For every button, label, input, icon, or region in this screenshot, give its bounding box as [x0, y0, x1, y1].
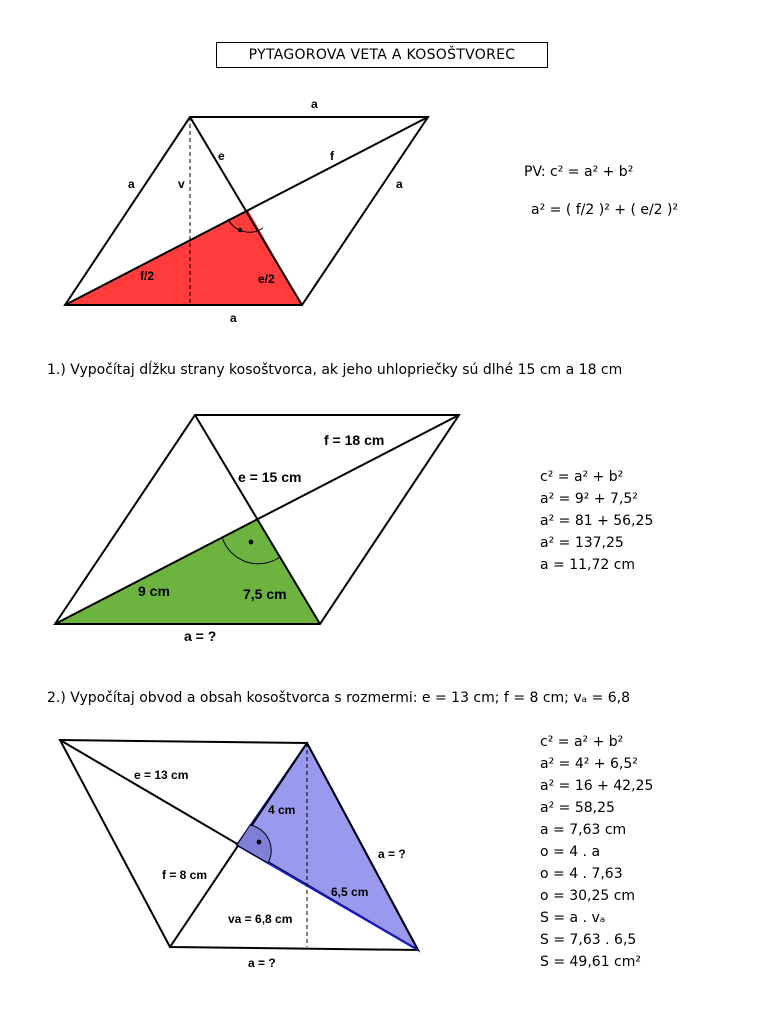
task1-label-leg1: 9 cm: [138, 583, 170, 599]
task1-label-e: e = 15 cm: [238, 469, 302, 485]
task1-label-f: f = 18 cm: [324, 432, 385, 448]
task1-label-a: a = ?: [184, 628, 217, 644]
task1-step: a² = 9² + 7,5²: [540, 491, 638, 507]
task2-label-leg2: 6,5 cm: [331, 885, 369, 899]
task2-right-angle-dot: [257, 840, 262, 845]
pv-formula: PV: c² = a² + b²: [524, 164, 634, 180]
task1-step: c² = a² + b²: [540, 469, 624, 485]
task2-label-f: f = 8 cm: [162, 868, 208, 882]
task2-step: o = 4 . 7,63: [540, 866, 623, 882]
intro-label-a-top: a: [311, 97, 318, 111]
task2-step: a = 7,63 cm: [540, 822, 627, 838]
task2-step: c² = a² + b²: [540, 734, 624, 750]
task1-step: a² = 81 + 56,25: [540, 513, 654, 529]
diagonal-formula: a² = ( f/2 )² + ( e/2 )²: [531, 202, 679, 218]
intro-label-v: v: [178, 177, 185, 191]
task2-label-va: va = 6,8 cm: [228, 912, 293, 926]
task2-label-a-right: a = ?: [378, 847, 406, 861]
task1-step: a² = 137,25: [540, 535, 624, 551]
task2-step: S = 49,61 cm²: [540, 954, 641, 970]
task2-step: a² = 4² + 6,5²: [540, 756, 638, 772]
intro-label-a-left: a: [128, 177, 135, 191]
task1-text: 1.) Vypočítaj dĺžku strany kosoštvorca, ak jeho uhlopriečky sú dlhé 15 cm a 18 cm: [47, 362, 623, 378]
task2-label-a-bottom: a = ?: [248, 956, 276, 970]
task2-steps: [540, 731, 653, 973]
task2-label-e: e = 13 cm: [134, 768, 189, 782]
task2-step: a² = 16 + 42,25: [540, 778, 654, 794]
task2-step: S = 7,63 . 6,5: [540, 932, 637, 948]
task2-step: o = 30,25 cm: [540, 888, 636, 904]
intro-label-f: f: [330, 149, 334, 163]
page-title: PYTAGOROVA VETA A KOSOŠTVOREC: [216, 42, 548, 68]
task2-step: S = a . vₐ: [540, 910, 606, 926]
intro-label-f-half: f/2: [140, 269, 155, 283]
intro-label-a-right: a: [396, 177, 403, 191]
task2-text: 2.) Vypočítaj obvod a obsah kosoštvorca s rozmermi: e = 13 cm; f = 8 cm; vₐ = 6,8: [47, 690, 631, 706]
intro-label-a-bottom: a: [230, 311, 237, 325]
task2-label-leg1: 4 cm: [268, 803, 296, 817]
task2-step: a² = 58,25: [540, 800, 615, 816]
task1-label-leg2: 7,5 cm: [243, 586, 287, 602]
intro-label-e: e: [218, 149, 225, 163]
task1-step: a = 11,72 cm: [540, 557, 636, 573]
task2-step: o = 4 . a: [540, 844, 601, 860]
intro-label-e-half: e/2: [258, 272, 275, 286]
